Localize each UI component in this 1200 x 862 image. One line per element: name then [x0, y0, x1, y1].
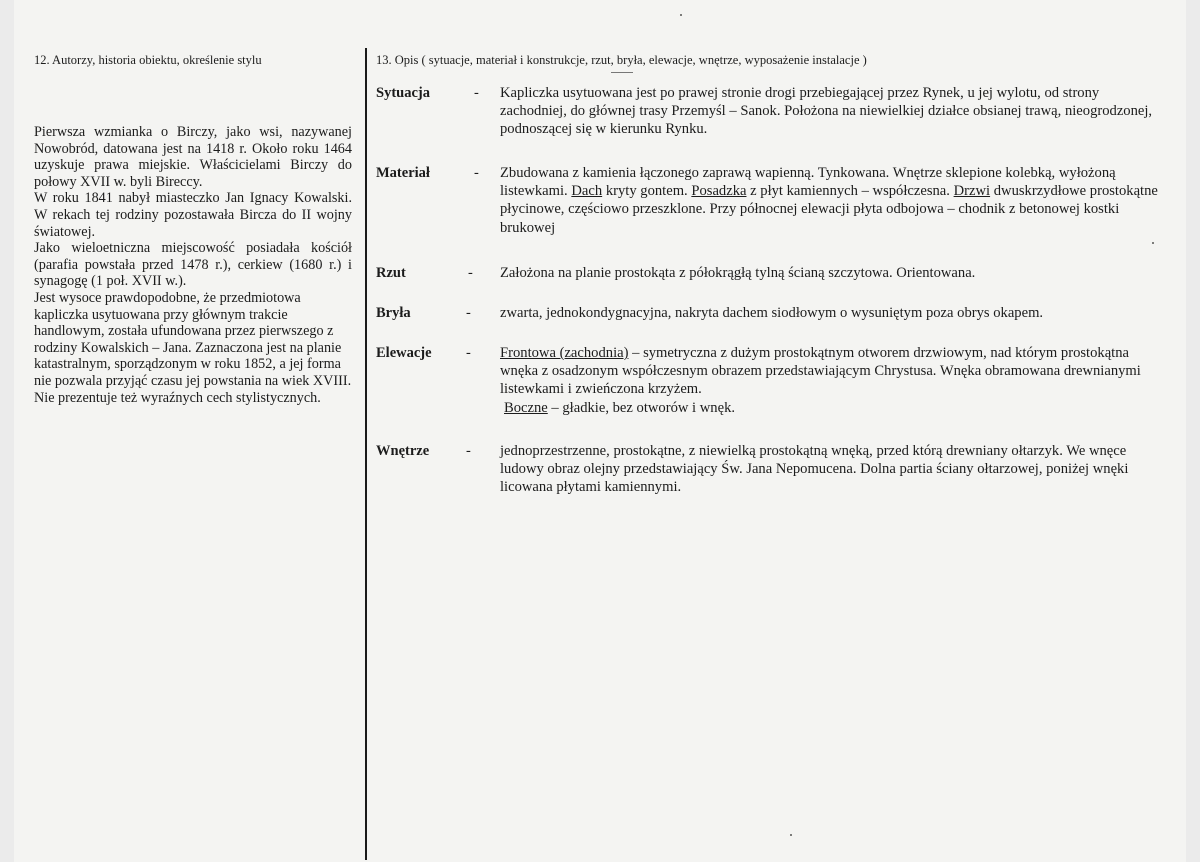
row-dash: -: [468, 265, 473, 281]
row-label: Elewacje: [376, 345, 432, 361]
row-dash: -: [466, 345, 471, 361]
document-page: [14, 0, 1186, 862]
row-label: Wnętrze: [376, 443, 430, 459]
row-label: Rzut: [376, 265, 406, 281]
row-label: Bryła: [376, 305, 411, 321]
history-paragraph: Jako wieloetniczna miejscowość posiadała kościół (parafia powstała przed 1478 r.), cerkiew (1680 r.) i synagogę (1 poł. XVII w.).: [34, 240, 352, 290]
row-text: zwarta, jednokondygnacyjna, nakryta dachem siodłowym o wysuniętym poza obrys okapem.: [500, 305, 1044, 321]
row-text: Kapliczka usytuowana jest po prawej stronie drogi przebiegającej przez Rynek, u jej wylotu, od strony zachodniej, do głównej trasy Przemyśl – Sanok. Położona na niewielkiej działce obsianej trawą, nieogrodzonej, podnoszącej się w kierunku Rynku.: [500, 85, 1153, 138]
text-segment: dwuskrzydłowe prostokątne płycinowe, częściowo przeszklone. Przy północnej elewacji płyta odbojowa – chodnik z betonowej kostki brukowej: [500, 183, 1158, 236]
column-divider: [365, 48, 367, 860]
keyword: Dach: [571, 183, 603, 200]
keyword: Boczne: [504, 399, 548, 416]
text-segment: – gładkie, bez otworów i wnęk.: [551, 399, 736, 416]
row-dash: -: [474, 165, 479, 181]
keyword: Drzwi: [953, 183, 991, 200]
history-paragraph: Jest wysoce prawdopodobne, że przedmiotowa kapliczka usytuowana przy głównym trakcie handlowym, została ufundowana przez pierwszego z rodziny Kowalskich – Jana. Zaznaczona jest na planie katastralnym, sporządzonym w roku 1852, a jej forma nie pozwala przyjąć czasu jej powstania na wiek XVIII. Nie prezentuje też wyraźnych cech stylistycznych.: [34, 289, 352, 406]
row-text: jednoprzestrzenne, prostokątne, z niewielką prostokątną wnęką, przed którą drewniany ołtarzyk. We wnęce ludowy obraz olejny przedstawiający Św. Jana Nepomucena. Dolna partia ściany ołtarzowej, poniżej wnęki licowana płytami kamiennymi.: [500, 443, 1129, 496]
history-text: [34, 124, 352, 406]
scan-speck: [790, 834, 792, 836]
row-text: [500, 344, 1162, 417]
scan-mark: [611, 72, 633, 73]
row-dash: -: [466, 305, 471, 321]
row-text: Założona na planie prostokąta z półokrągłą tylną ścianą szczytowa. Orientowana.: [500, 265, 976, 281]
text-segment: – symetryczna z dużym prostokątnym otworem drzwiowym, nad którym prostokątna wnęka z osadzonym współczesnym obrazem przedstawiającym Chrystusa. Wnęka obramowana drewnianymi listewkami i zwieńczona krzyżem.: [500, 345, 1141, 398]
history-paragraph: W roku 1841 nabył miasteczko Jan Ignacy Kowalski. W rekach tej rodziny pozostawała Bircza do II wojny światowej.: [34, 190, 352, 240]
scan-speck: [680, 14, 682, 16]
row-label: Materiał: [376, 165, 430, 181]
row-text: [500, 164, 1162, 237]
row-label: Sytuacja: [376, 85, 430, 101]
row-dash: -: [466, 443, 471, 459]
text-segment: kryty gontem.: [605, 183, 688, 200]
description-header: 13. Opis ( sytuacje, materiał i konstrukcje, rzut, bryła, elewacje, wnętrze, wyposażenie instalacje ): [376, 53, 867, 67]
history-header: 12. Autorzy, historia obiektu, określenie stylu: [34, 53, 262, 67]
keyword: Frontowa (zachodnia): [500, 345, 629, 361]
text-segment: Zbudowana z kamienia łączonego zaprawą wapienną. Tynkowana. Wnętrze sklepione kolebką, wyłożoną listewkami.: [500, 165, 1116, 200]
row-dash: -: [474, 85, 479, 101]
text-segment: z płyt kamiennych – współczesna.: [750, 183, 950, 200]
history-column: [34, 52, 352, 406]
keyword: Posadzka: [691, 183, 747, 200]
history-paragraph: Pierwsza wzmianka o Birczy, jako wsi, nazywanej Nowobród, datowana jest na 1418 r. Około roku 1464 uzyskuje prawa miejskie. Właścicielami Birczy do połowy XVII w. byli Bireccy.: [34, 124, 352, 190]
description-column: [376, 52, 1166, 496]
scan-speck: [1152, 242, 1154, 244]
